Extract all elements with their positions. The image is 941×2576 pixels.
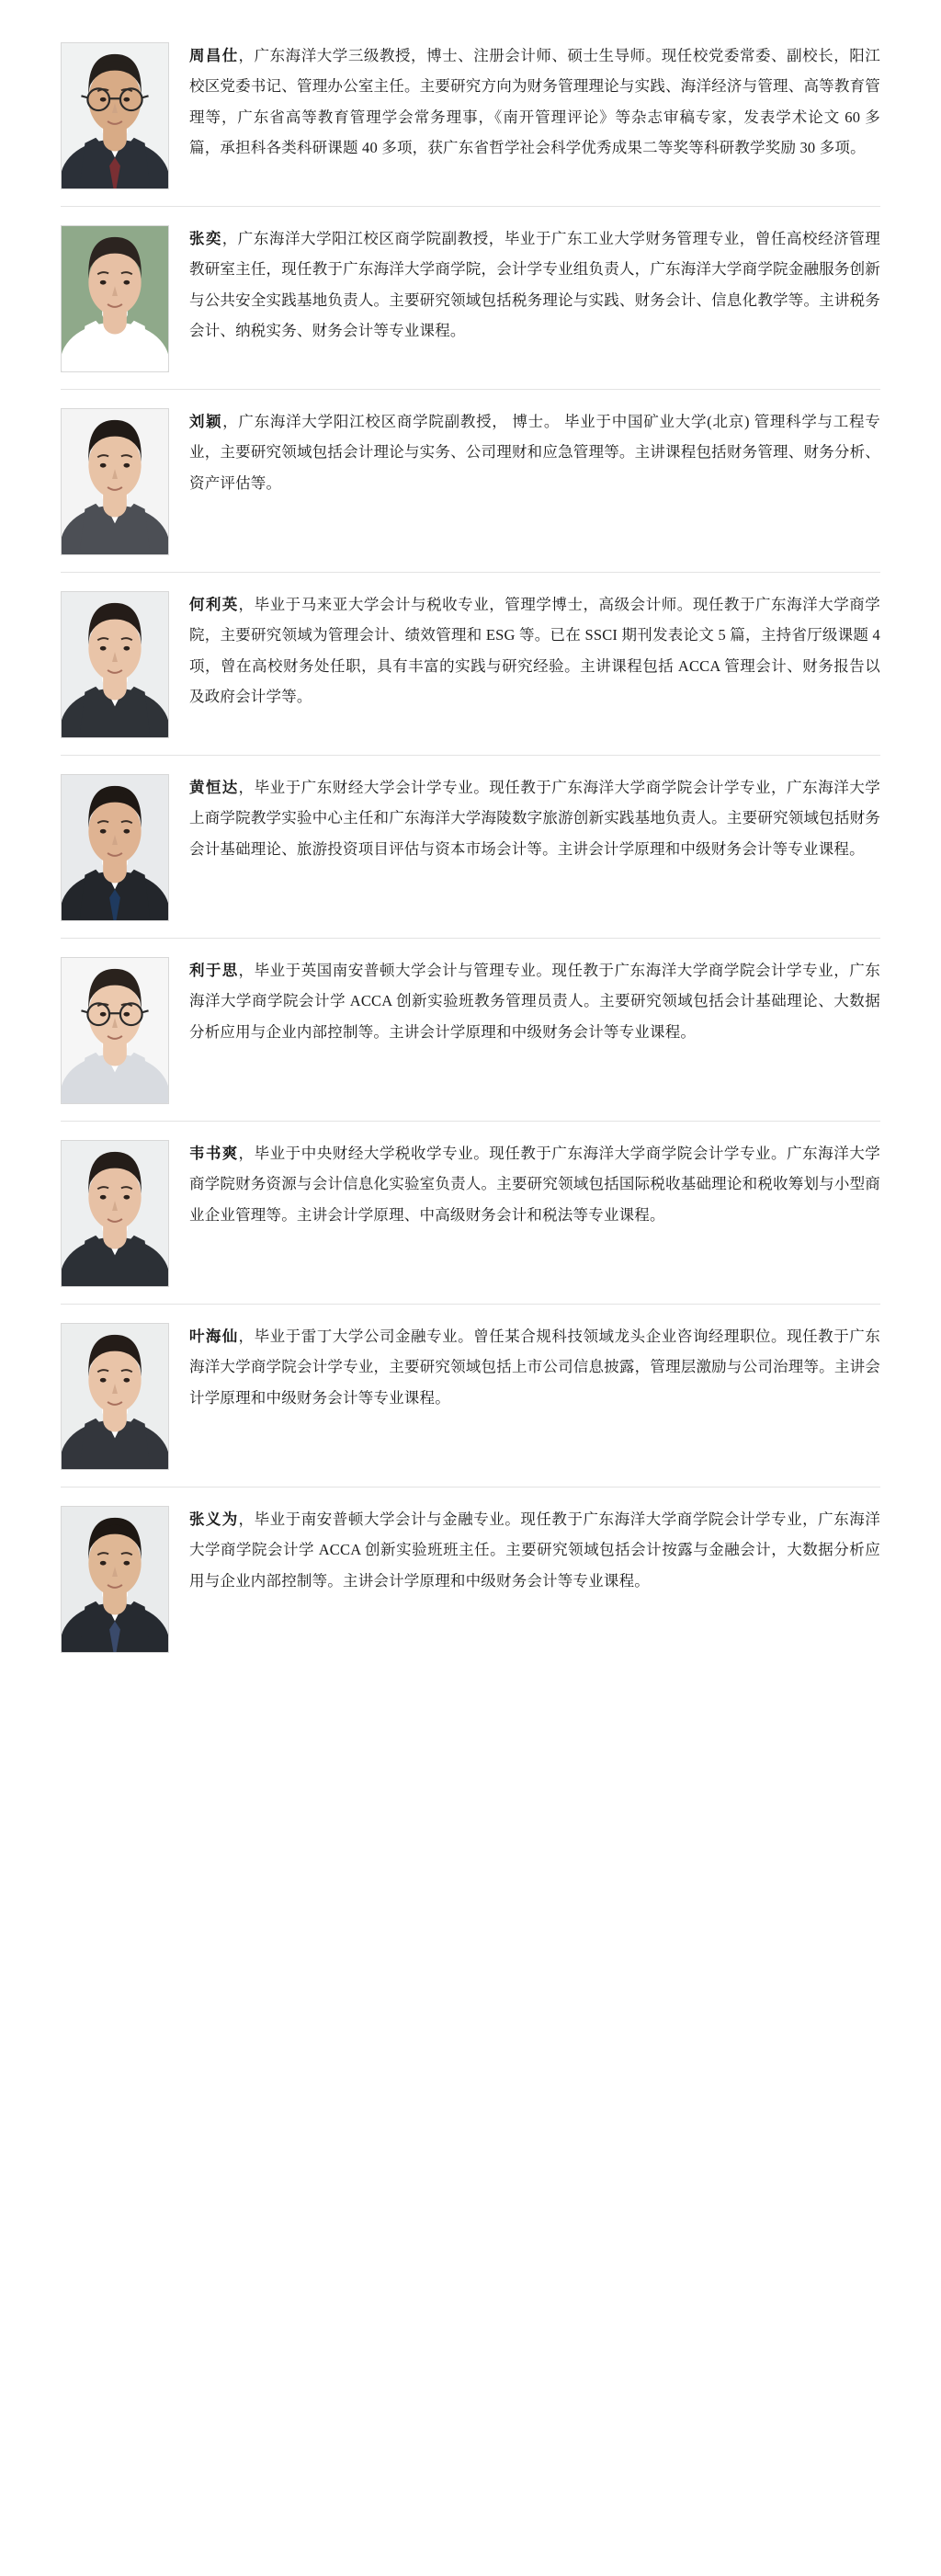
faculty-bio [189, 405, 880, 498]
faculty-bio [189, 1319, 880, 1413]
faculty-entry [61, 207, 880, 390]
faculty-bio [189, 39, 880, 163]
faculty-bio [189, 1502, 880, 1596]
faculty-entry [61, 1305, 880, 1487]
faculty-list [61, 24, 880, 1670]
faculty-entry [61, 939, 880, 1122]
faculty-name: 韦书爽 [189, 1145, 239, 1162]
faculty-name: 刘颖 [189, 413, 223, 430]
faculty-bio-text: ，毕业于南安普顿大学会计与金融专业。现任教于广东海洋大学商学院会计学专业，广东海洋大学商学院会计学 ACCA 创新实验班班主任。主要研究领域包括会计按露与金融会计，大数据分析应用与企业内部控制等。主讲会计学原理和中级财务会计等专业课程。 [189, 1510, 881, 1590]
faculty-bio-text: ，毕业于英国南安普顿大学会计与管理专业。现任教于广东海洋大学商学院会计学专业，广东海洋大学商学院会计学 ACCA 创新实验班教务管理员责人。主要研究领域包括会计基础理论、大数据分析应用与企业内部控制等。主讲会计学原理和中级财务会计等专业课程。 [189, 962, 881, 1041]
portrait-zhang-yiwei [61, 1506, 169, 1653]
faculty-bio-text: ，毕业于中央财经大学税收学专业。现任教于广东海洋大学商学院会计学专业。广东海洋大学商学院财务资源与会计信息化实验室负责人。主要研究领域包括国际税收基础理论和税收筹划与小型商业企业管理等。主讲会计学原理、中高级财务会计和税法等专业课程。 [189, 1145, 881, 1224]
portrait-liu-ying [61, 408, 169, 555]
faculty-entry [61, 573, 880, 756]
faculty-bio-text: ，广东海洋大学阳江校区商学院副教授，毕业于广东工业大学财务管理专业，曾任高校经济管理教研室主任，现任教于广东海洋大学商学院，会计学专业组负责人，广东海洋大学商学院金融服务创新与公共安全实践基地负责人。主要研究领域包括税务理论与实践、财务会计、信息化教学等。主讲税务会计、纳税实务、财务会计等专业课程。 [189, 230, 881, 339]
faculty-name: 周昌仕 [189, 47, 239, 64]
portrait-huang-hengda [61, 774, 169, 921]
faculty-name: 利于思 [189, 962, 239, 979]
faculty-entry [61, 390, 880, 573]
portrait-li-yusi [61, 957, 169, 1104]
faculty-bio-text: ，毕业于雷丁大学公司金融专业。曾任某合规科技领域龙头企业咨询经理职位。现任教于广东海洋大学商学院会计学专业，主要研究领域包括上市公司信息披露，管理层激励与公司治理等。主讲会计学原理和中级财务会计等专业课程。 [189, 1328, 881, 1407]
faculty-bio [189, 953, 880, 1047]
portrait-he-liying [61, 591, 169, 738]
faculty-name: 叶海仙 [189, 1328, 239, 1345]
faculty-name: 黄恒达 [189, 779, 239, 796]
faculty-bio-text: ，毕业于广东财经大学会计学专业。现任教于广东海洋大学商学院会计学专业，广东海洋大学上商学院教学实验中心主任和广东海洋大学海陵数字旅游创新实践基地负责人。主要研究领域包括财务会计基础理论、旅游投资项目评估与资本市场会计等。主讲会计学原理和中级财务会计等专业课程。 [189, 779, 881, 858]
faculty-name: 张奕 [189, 230, 222, 247]
faculty-bio [189, 1136, 880, 1230]
faculty-bio [189, 587, 880, 712]
faculty-name: 张义为 [189, 1510, 239, 1528]
portrait-zhang-yi [61, 225, 169, 372]
faculty-bio-text: ，毕业于马来亚大学会计与税收专业，管理学博士，高级会计师。现任教于广东海洋大学商学院，主要研究领域为管理会计、绩效管理和 ESG 等。已在 SSCI 期刊发表论文 5 篇，主持省厅级课题 4 项，曾在高校财务处任职，具有丰富的实践与研究经验。主讲课程包括 ACCA 管理会计、财务报告以及政府会计学等。 [189, 596, 881, 705]
portrait-zhou-changshi [61, 42, 169, 189]
faculty-bio [189, 222, 880, 346]
faculty-entry [61, 1487, 880, 1670]
faculty-entry [61, 756, 880, 939]
faculty-entry [61, 1122, 880, 1305]
faculty-bio-text: ，广东海洋大学三级教授，博士、注册会计师、硕士生导师。现任校党委常委、副校长，阳江校区党委书记、管理办公室主任。主要研究方向为财务管理理论与实践、海洋经济与管理、高等教育管理等，广东省高等教育管理学会常务理事，《南开管理评论》等杂志审稿专家，发表学术论文 60 多篇，承担科各类科研课题 40 多项，获广东省哲学社会科学优秀成果二等奖等科研教学奖励 30 多项。 [189, 47, 881, 156]
portrait-ye-haixian [61, 1323, 169, 1470]
faculty-bio [189, 770, 880, 864]
faculty-name: 何利英 [189, 596, 239, 613]
portrait-wei-shushuang [61, 1140, 169, 1287]
faculty-bio-text: ，广东海洋大学阳江校区商学院副教授， 博士。 毕业于中国矿业大学(北京) 管理科学与工程专业，主要研究领域包括会计理论与实务、公司理财和应急管理等。主讲课程包括财务管理、财务分析、资产评估等。 [189, 413, 881, 492]
faculty-entry [61, 24, 880, 207]
